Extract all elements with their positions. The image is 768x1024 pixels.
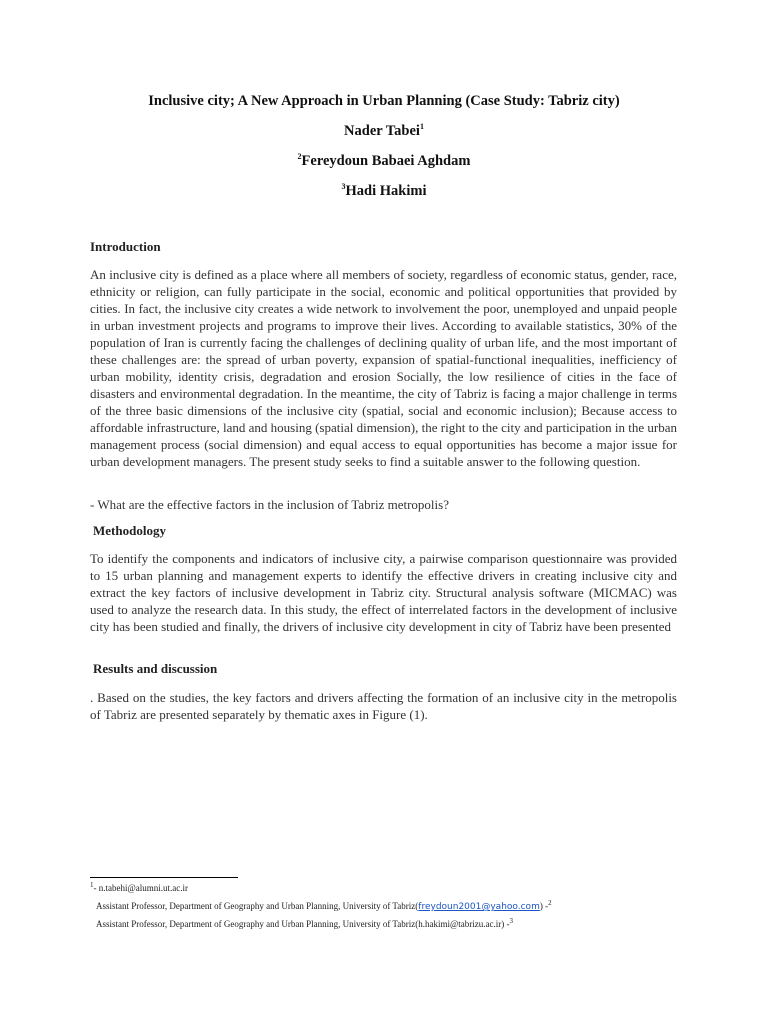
introduction-heading: Introduction [90,239,161,254]
author-2-name: Fereydoun Babaei Aghdam [301,153,471,169]
footnote-2-close: ) - [539,901,549,911]
footnote-1-mark: 1 [90,881,94,889]
footnote-3-text: Assistant Professor, Department of Geography and Urban Planning, University of Tabriz(h.hakimi@tabrizu.ac.ir) - [96,919,510,929]
footnote-2-text: Assistant Professor, Department of Geography and Urban Planning, University of Tabriz( [96,901,419,911]
author-3 [0,183,768,200]
author-3-name: Hadi Hakimi [345,183,427,199]
research-question: - What are the effective factors in the inclusion of Tabriz metropolis? [90,497,449,512]
footnote-3-mark: 3 [509,917,514,925]
author-1 [0,123,768,140]
footnote-separator [90,877,238,878]
methodology-heading: Methodology [93,523,166,538]
author-3-mark: 3 [341,182,346,192]
methodology-paragraph: To identify the components and indicators of inclusive city, a pairwise comparison questionnaire was provided to 15 urban planning and management experts to identify the effective drivers in creating inclusive city and extract the key factors of inclusive development in Tabriz city. Structural analysis software (MICMAC) was used to analyze the research data. In this study, the effect of interrelated factors in the development of inclusive city has been studied and finally, the drivers of inclusive city development in city of Tabriz have been presented [90,551,677,634]
author-1-name: Nader Tabei [344,123,420,139]
results-heading: Results and discussion [93,661,218,676]
author-1-mark: 1 [419,122,424,132]
results-paragraph: . Based on the studies, the key factors and drivers affecting the formation of an inclusive city in the metropolis of Tabriz are presented separately by thematic axes in Figure (1). [90,690,677,722]
footnote-2-mark: 2 [548,899,552,907]
author-2 [0,153,768,170]
introduction-paragraph: An inclusive city is defined as a place where all members of society, regardless of economic status, gender, race, ethnicity or religion, can fully participate in the social, economic and political opportunities that provided by cities. In fact, the inclusive city creates a wide network to involvement the poor, unemployed and unpaid people in urban investment projects and programs to improve their lives. According to available statistics, 30% of the population of Iran is currently facing the challenges of declining quality of urban life, and the most important of these challenges are: the spread of urban poverty, expansion of spatial-functional inequalities, inefficiency of urban mobility, identity crisis, degradation and erosion Socially, the low resilience of cities in the face of disasters and environmental degradation. In the meantime, the city of Tabriz is facing a major challenge in terms of the three basic dimensions of the inclusive city (spatial, social and economic inclusion); Because access to affordable infrastructure, land and housing (spatial dimension), the right to the city and participation in the urban management process (social dimension) and equal access to equal opportunities has become a major issue for urban development managers. The present study seeks to find a suitable answer to the following question. [90,267,677,469]
paper-title: Inclusive city; A New Approach in Urban Planning (Case Study: Tabriz city) [148,93,620,109]
footnote-1 [90,883,188,893]
footnote-3 [96,919,513,929]
author-2-mark: 2 [297,152,302,162]
footnote-1-text: - n.tabehi@alumni.ut.ac.ir [93,883,189,893]
footnote-2 [96,901,552,912]
footnote-2-email-link[interactable]: freydoun2001@yahoo.com [418,902,540,912]
